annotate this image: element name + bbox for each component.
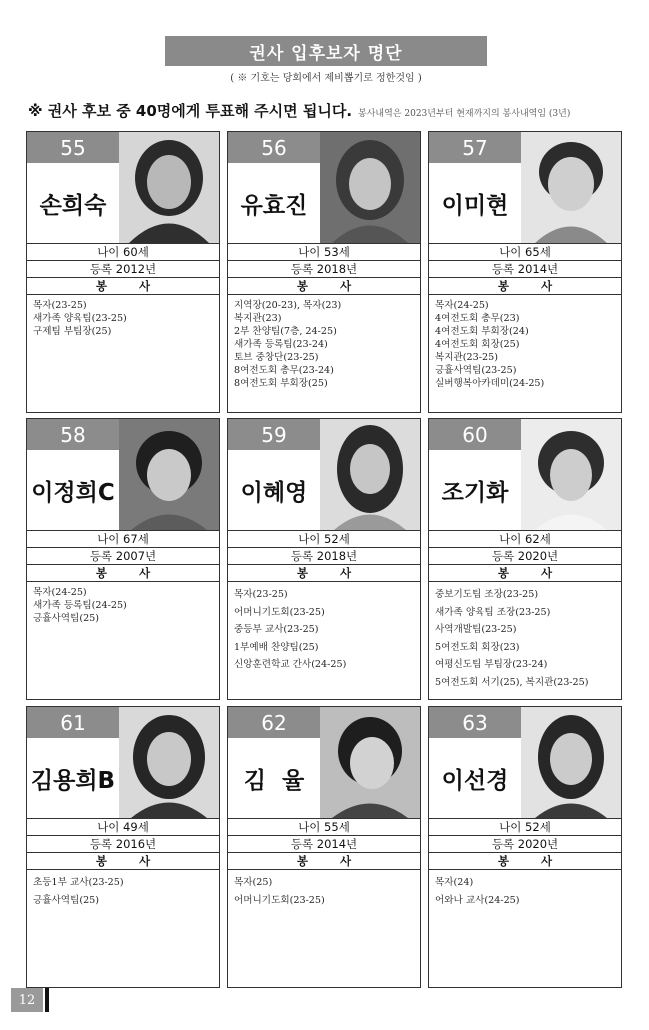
service-item: 5여전도회 회장(23) xyxy=(435,641,520,653)
page-number: 12 xyxy=(11,988,43,1012)
candidate-card xyxy=(26,418,220,700)
voting-instruction xyxy=(28,100,628,121)
candidate-name: 김 율 xyxy=(243,767,305,794)
selection-note: ( ※ 기호는 당회에서 제비뽑기로 정한것임 ) xyxy=(230,73,422,84)
service-header: 봉 사 xyxy=(429,852,621,869)
service-header: 봉 사 xyxy=(429,564,621,581)
service-list xyxy=(27,581,219,625)
candidate-photo xyxy=(521,132,621,243)
service-header: 봉 사 xyxy=(228,852,420,869)
service-item: 중보기도팀 조장(23-25) xyxy=(435,589,539,600)
service-item: 사역개발팀(23-25) xyxy=(435,624,517,635)
service-list xyxy=(228,294,420,390)
service-item: 새가족 등록팀(24-25) xyxy=(33,600,127,611)
candidate-age: 나이 67세 xyxy=(27,530,219,547)
candidate-card xyxy=(26,131,220,413)
candidate-age: 나이 52세 xyxy=(429,818,621,835)
service-item: 긍휼사역팀(25) xyxy=(33,894,100,906)
candidate-age: 나이 52세 xyxy=(228,530,420,547)
candidate-name: 김용희B xyxy=(30,767,116,794)
service-item: 목자(25) xyxy=(234,877,273,888)
service-item: 1부예배 찬양팀(25) xyxy=(234,641,319,653)
candidate-card xyxy=(428,418,622,700)
service-item: 8여전도회 부회장(25) xyxy=(234,378,328,389)
service-item: 어머니기도회(23-25) xyxy=(234,894,325,906)
service-item: 새가족 양육팀(23-25) xyxy=(33,313,127,324)
candidate-card xyxy=(227,418,421,700)
candidate-age: 나이 65세 xyxy=(429,243,621,260)
service-item: 4여전도회 총무(23) xyxy=(435,313,520,324)
candidate-name: 조기화 xyxy=(441,479,509,506)
candidate-photo xyxy=(119,707,219,818)
service-item: 새가족 등록팀(23-24) xyxy=(234,339,328,350)
candidate-name: 이정희C xyxy=(31,479,115,506)
service-item: 목자(23-25) xyxy=(234,589,288,600)
service-item: 어머니기도회(23-25) xyxy=(234,606,325,618)
service-list xyxy=(27,294,219,338)
service-item: 2부 찬양팀(7층, 24-25) xyxy=(234,326,337,337)
candidate-number: 55 xyxy=(27,132,119,163)
candidate-age: 나이 62세 xyxy=(429,530,621,547)
service-list xyxy=(228,581,420,674)
service-item: 중등부 교사(23-25) xyxy=(234,624,319,635)
candidate-registered: 등록 2016년 xyxy=(27,835,219,852)
service-header: 봉 사 xyxy=(27,852,219,869)
page-title: 권사 입후보자 명단 xyxy=(165,36,487,66)
candidate-registered: 등록 2018년 xyxy=(228,260,420,277)
service-item: 목자(24-25) xyxy=(435,300,489,311)
candidate-photo xyxy=(320,707,420,818)
candidate-registered: 등록 2020년 xyxy=(429,835,621,852)
candidate-registered: 등록 2020년 xyxy=(429,547,621,564)
service-item: 초등1부 교사(23-25) xyxy=(33,877,124,888)
candidate-photo xyxy=(521,707,621,818)
candidate-card xyxy=(428,131,622,413)
candidate-name: 이혜영 xyxy=(240,479,308,506)
service-item: 목자(24) xyxy=(435,877,474,888)
candidate-number: 56 xyxy=(228,132,320,163)
candidate-name: 이미현 xyxy=(441,192,509,219)
service-header: 봉 사 xyxy=(27,277,219,294)
candidate-photo xyxy=(521,419,621,530)
candidate-card xyxy=(227,131,421,413)
service-item: 어와나 교사(24-25) xyxy=(435,894,520,906)
candidate-card xyxy=(227,706,421,988)
service-header: 봉 사 xyxy=(429,277,621,294)
service-header: 봉 사 xyxy=(27,564,219,581)
candidate-photo xyxy=(119,419,219,530)
candidate-age: 나이 49세 xyxy=(27,818,219,835)
service-list xyxy=(27,869,219,909)
service-header: 봉 사 xyxy=(228,277,420,294)
service-item: 구제팀 부팀장(25) xyxy=(33,326,112,337)
candidate-name: 손희숙 xyxy=(39,192,107,219)
candidate-number: 57 xyxy=(429,132,521,163)
service-item: 신앙훈련학교 간사(24-25) xyxy=(234,659,347,670)
service-item: 긍휼사역팀(25) xyxy=(33,613,100,624)
service-list xyxy=(228,869,420,909)
service-list xyxy=(429,581,621,691)
service-header: 봉 사 xyxy=(228,564,420,581)
service-item: 복지관(23) xyxy=(234,313,282,324)
candidate-number: 59 xyxy=(228,419,320,450)
service-item: 복지관(23-25) xyxy=(435,352,498,363)
service-item: 여평신도팀 부팀장(23-24) xyxy=(435,659,548,670)
service-item: 목자(23-25) xyxy=(33,300,87,311)
candidate-card xyxy=(26,706,220,988)
service-item: 토브 중창단(23-25) xyxy=(234,352,319,363)
candidate-number: 62 xyxy=(228,707,320,738)
candidate-photo xyxy=(320,419,420,530)
candidate-age: 나이 60세 xyxy=(27,243,219,260)
candidate-photo xyxy=(119,132,219,243)
candidate-name: 이선경 xyxy=(441,767,509,794)
candidate-registered: 등록 2014년 xyxy=(429,260,621,277)
service-item: 실버행복아카데미(24-25) xyxy=(435,378,545,389)
service-item: 새가족 양육팀 조장(23-25) xyxy=(435,606,551,618)
service-item: 5여전도회 서기(25), 복지관(23-25) xyxy=(435,676,589,688)
candidate-age: 나이 53세 xyxy=(228,243,420,260)
candidate-number: 60 xyxy=(429,419,521,450)
candidate-registered: 등록 2012년 xyxy=(27,260,219,277)
service-item: 목자(24-25) xyxy=(33,587,87,598)
page-number-bar xyxy=(45,988,49,1012)
candidate-registered: 등록 2014년 xyxy=(228,835,420,852)
candidate-registered: 등록 2018년 xyxy=(228,547,420,564)
instruction-text: ※ 권사 후보 중 40명에게 투표해 주시면 됩니다. xyxy=(28,102,353,120)
candidate-number: 61 xyxy=(27,707,119,738)
candidate-card xyxy=(428,706,622,988)
service-item: 8여전도회 총무(23-24) xyxy=(234,365,334,376)
candidate-photo xyxy=(320,132,420,243)
service-item: 4여전도회 회장(25) xyxy=(435,339,520,350)
service-item: 긍휼사역팀(23-25) xyxy=(435,365,517,376)
candidate-number: 58 xyxy=(27,419,119,450)
candidate-number: 63 xyxy=(429,707,521,738)
service-item: 지역장(20-23), 목자(23) xyxy=(234,300,342,311)
service-list xyxy=(429,869,621,909)
candidate-age: 나이 55세 xyxy=(228,818,420,835)
candidate-registered: 등록 2007년 xyxy=(27,547,219,564)
service-list xyxy=(429,294,621,390)
service-item: 4여전도회 부회장(24) xyxy=(435,326,529,337)
instruction-subnote: 봉사내역은 2023년부터 현재까지의 봉사내역임 (3년) xyxy=(358,109,571,119)
candidate-name: 유효진 xyxy=(240,192,308,219)
